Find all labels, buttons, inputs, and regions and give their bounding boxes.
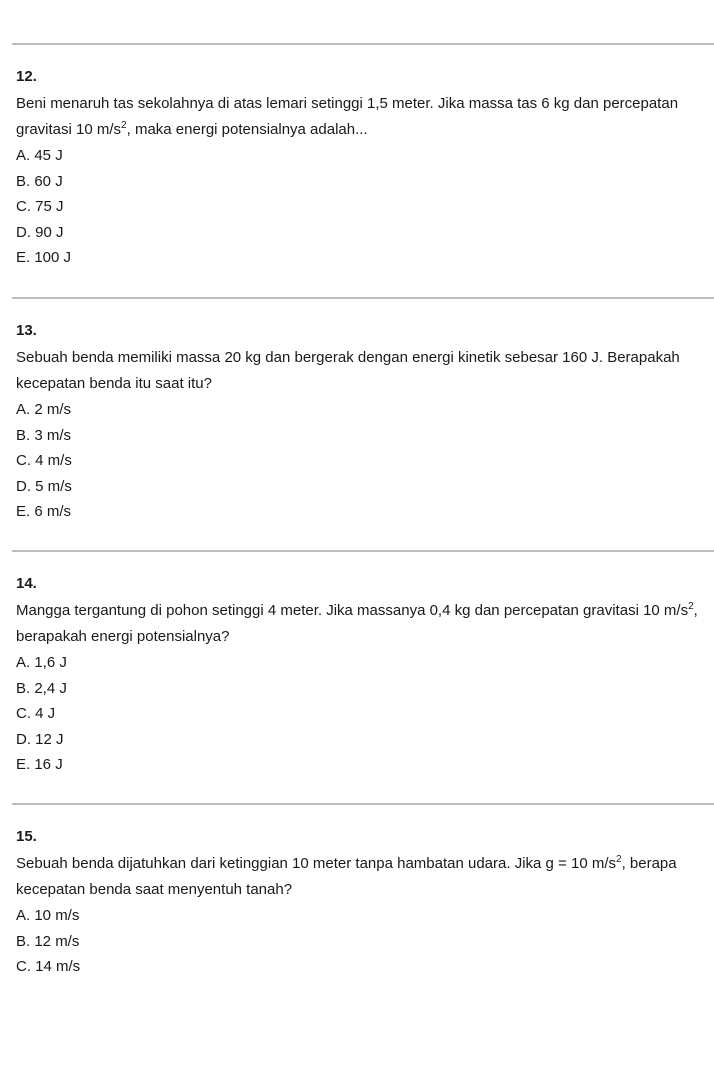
answer-option-d[interactable]: D. 90 J — [16, 223, 64, 241]
answer-option-a[interactable]: A. 45 J — [16, 147, 63, 164]
question-number: 15. — [16, 828, 37, 845]
answer-options — [16, 397, 708, 525]
answer-option-a[interactable]: A. 1,6 J — [16, 654, 67, 671]
question-text: Sebuah benda memiliki massa 20 kg dan bergerak dengan energi kinetik sebesar 160 J. Berapakah kecepatan benda itu saat itu? — [16, 349, 680, 392]
question-divider — [12, 43, 714, 45]
question-number: 14. — [16, 575, 37, 592]
question-text: Mangga tergantung di pohon setinggi 4 meter. Jika massanya 0,4 kg dan percepatan gravitasi 10 $m/s^2$, berapakah energi potensialnya? — [16, 601, 698, 645]
answer-option-b[interactable]: B. 2,4 J — [16, 679, 67, 697]
answer-option-a[interactable]: A. 10 m/s — [16, 907, 80, 924]
answer-options — [16, 903, 708, 980]
question-block-13 — [0, 297, 714, 525]
answer-option-b[interactable]: B. 60 J — [16, 172, 63, 190]
question-divider — [12, 297, 714, 299]
answer-option-e[interactable]: E. 6 m/s — [16, 503, 72, 520]
answer-option-d[interactable]: D. 12 J — [16, 730, 64, 748]
answer-option-c[interactable]: C. 14 m/s — [16, 958, 81, 975]
question-block-12 — [0, 43, 714, 271]
answer-option-e[interactable]: E. 100 J — [16, 249, 72, 266]
answer-option-d[interactable]: D. 5 m/s — [16, 477, 72, 495]
question-text: Beni menaruh tas sekolahnya di atas lemari setinggi 1,5 meter. Jika massa tas 6 kg dan percepatan gravitasi 10 $m/s^2$, maka energi potensialnya adalah... — [16, 95, 679, 138]
question-number: 12. — [16, 68, 37, 85]
question-block-14 — [0, 550, 714, 778]
answer-option-e[interactable]: E. 16 J — [16, 756, 63, 773]
question-divider — [12, 803, 714, 805]
answer-option-a[interactable]: A. 2 m/s — [16, 401, 72, 418]
answer-option-c[interactable]: C. 4 J — [16, 705, 56, 722]
question-divider — [12, 550, 714, 552]
answer-options — [16, 650, 708, 778]
question-number: 13. — [16, 322, 37, 339]
answer-option-b[interactable]: B. 3 m/s — [16, 426, 72, 444]
answer-option-c[interactable]: C. 75 J — [16, 198, 64, 215]
question-block-15 — [0, 803, 714, 980]
answer-option-c[interactable]: C. 4 m/s — [16, 452, 72, 469]
answer-option-b[interactable]: B. 12 m/s — [16, 932, 80, 950]
question-text: Sebuah benda dijatuhkan dari ketinggian 10 meter tanpa hambatan udara. Jika g = 10 $m/s^2$, berapa kecepatan benda saat menyentuh tanah? — [16, 854, 677, 898]
answer-options — [16, 143, 708, 271]
